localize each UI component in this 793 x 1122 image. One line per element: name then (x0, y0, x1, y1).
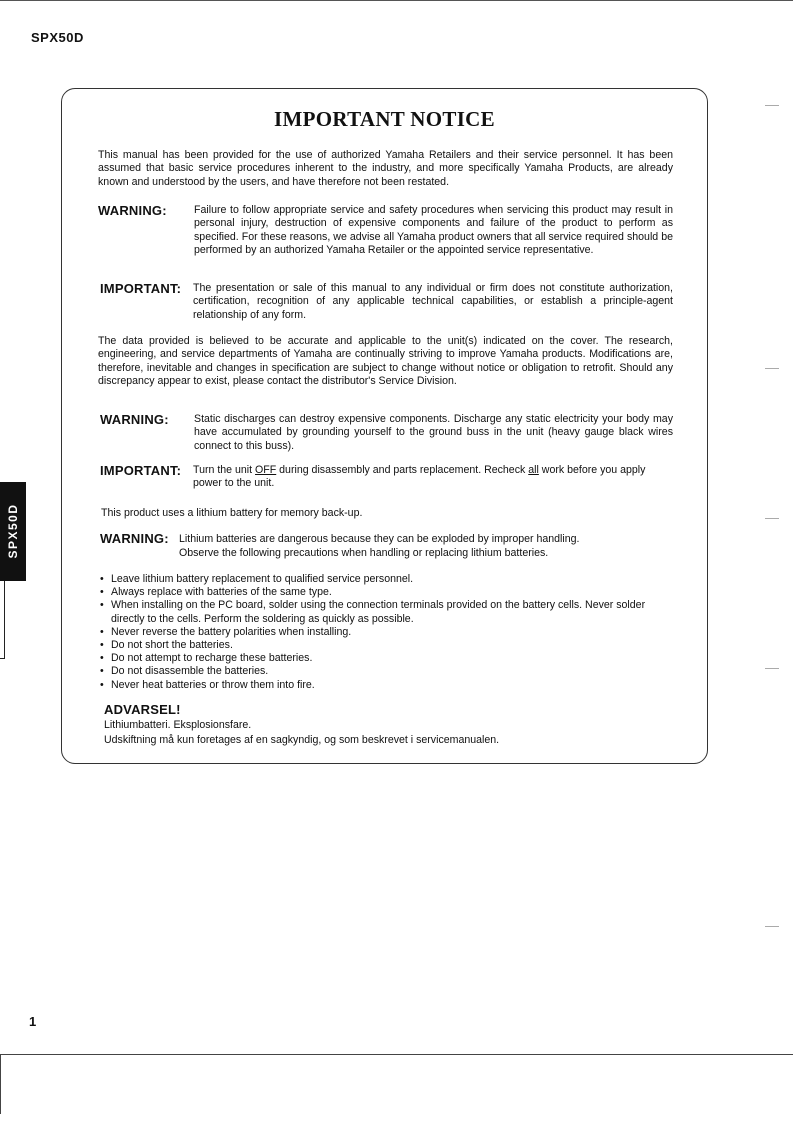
list-item (100, 679, 680, 692)
lithium-warning-label: WARNING: (100, 531, 169, 546)
bullet-dot: • (100, 586, 104, 599)
bottom-corner-line (0, 1054, 1, 1114)
side-tab-label: SPX50D (6, 503, 20, 559)
lithium-warning-line1: Lithium batteries are dangerous because they can be exploded by improper handling. (179, 533, 580, 545)
bullet-dot: • (100, 665, 104, 678)
advarsel-title: ADVARSEL! (104, 702, 181, 717)
lithium-warning-line2: Observe the following precautions when handling or replacing lithium batteries. (179, 547, 549, 559)
margin-mark (765, 518, 779, 519)
bullet-dot: • (100, 678, 104, 691)
margin-mark (765, 368, 779, 369)
list-item-text: Do not short the batteries. (111, 639, 233, 652)
list-item (100, 652, 680, 665)
static-warning-text: Static discharges can destroy expensive components. Discharge any static electricity your body may have accumulated by grounding yourself to the ground buss in the unit (heavy gauge black wires connect to this buss). (194, 413, 673, 452)
margin-mark (765, 668, 779, 669)
notice-title: IMPORTANT NOTICE (274, 107, 495, 131)
battery-precautions-list (100, 573, 680, 692)
bullet-dot: • (100, 639, 104, 652)
header-model: SPX50D (31, 30, 84, 45)
power-text-part3: work before you apply power to the unit. (193, 464, 646, 490)
list-item-text: When installing on the PC board, solder using the connection terminals provided on the battery cells. Never solder directly to the cells. Perform the soldering as quickly as possible. (111, 599, 646, 625)
power-text-part1: Turn the unit (193, 464, 256, 476)
power-important-label: IMPORTANT: (100, 463, 182, 478)
side-bracket-foot (0, 658, 5, 659)
list-item (100, 665, 680, 678)
list-item (100, 626, 680, 639)
list-item-text: Always replace with batteries of the same type. (111, 586, 332, 599)
page-number: 1 (29, 1014, 37, 1029)
bottom-rule (0, 1054, 793, 1055)
static-warning-label: WARNING: (100, 412, 169, 427)
off-emphasis: OFF (255, 464, 277, 476)
top-rule (0, 0, 793, 1)
important-notice-box (61, 88, 708, 764)
warning-label: WARNING: (98, 203, 167, 218)
warning-text: Failure to follow appropriate service and safety procedures when servicing this product may result in personal injury, destruction of expensive components and failure of the product to perform as specified. For these reasons, we advise all Yamaha product owners that all service required should be performed by an authorized Yamaha Retailer or the appointed service representative. (194, 204, 673, 256)
all-emphasis: all (528, 464, 539, 476)
intro-paragraph: This manual has been provided for the use of authorized Yamaha Retailers and their service personnel. It has been assumed that basic service procedures inherent to the industry, and more specifically Yamaha Products, are already known and understood by the users, and have therefore not been restated. (98, 149, 673, 188)
list-item-text: Do not attempt to recharge these batteries. (111, 652, 313, 665)
list-item (100, 639, 680, 652)
list-item (100, 586, 680, 599)
list-item-text: Do not disassemble the batteries. (111, 665, 269, 678)
list-item-text: Never heat batteries or throw them into fire. (111, 678, 315, 691)
list-item-text: Leave lithium battery replacement to qualified service personnel. (111, 573, 414, 585)
list-item-text: Never reverse the battery polarities when installing. (111, 625, 352, 638)
power-important-text (193, 464, 673, 491)
important-text: The presentation or sale of this manual to any individual or firm does not constitute authorization, certification, recognition of any applicable technical capabilities, or establish a principle-agent relationship of any form. (193, 282, 673, 321)
side-bracket-line (4, 581, 5, 659)
bullet-dot: • (100, 652, 104, 665)
bullet-dot: • (100, 599, 104, 612)
data-paragraph: The data provided is believed to be accurate and applicable to the unit(s) indicated on the cover. The research, engineering, and service departments of Yamaha are continually striving to improve Yamaha products. Modifications are, therefore, inevitable and changes in specification are subject to change without notice or obligation to retrofit. Should any discrepancy appear to exist, please contact the distributor's Service Division. (98, 335, 673, 387)
list-item (100, 573, 680, 586)
advarsel-line1: Lithiumbatteri. Eksplosionsfare. (104, 719, 252, 731)
power-text-part2: during disassembly and parts replacement. Recheck (276, 464, 529, 476)
bullet-dot: • (100, 625, 104, 638)
battery-note: This product uses a lithium battery for memory back-up. (101, 507, 363, 519)
advarsel-line2: Udskiftning må kun foretages af en sagkyndig, og som beskrevet i servicemanualen. (104, 734, 500, 746)
list-item (100, 599, 680, 625)
margin-mark (765, 926, 779, 927)
bullet-dot: • (100, 573, 104, 585)
margin-mark (765, 105, 779, 106)
important-label: IMPORTANT: (100, 281, 182, 296)
